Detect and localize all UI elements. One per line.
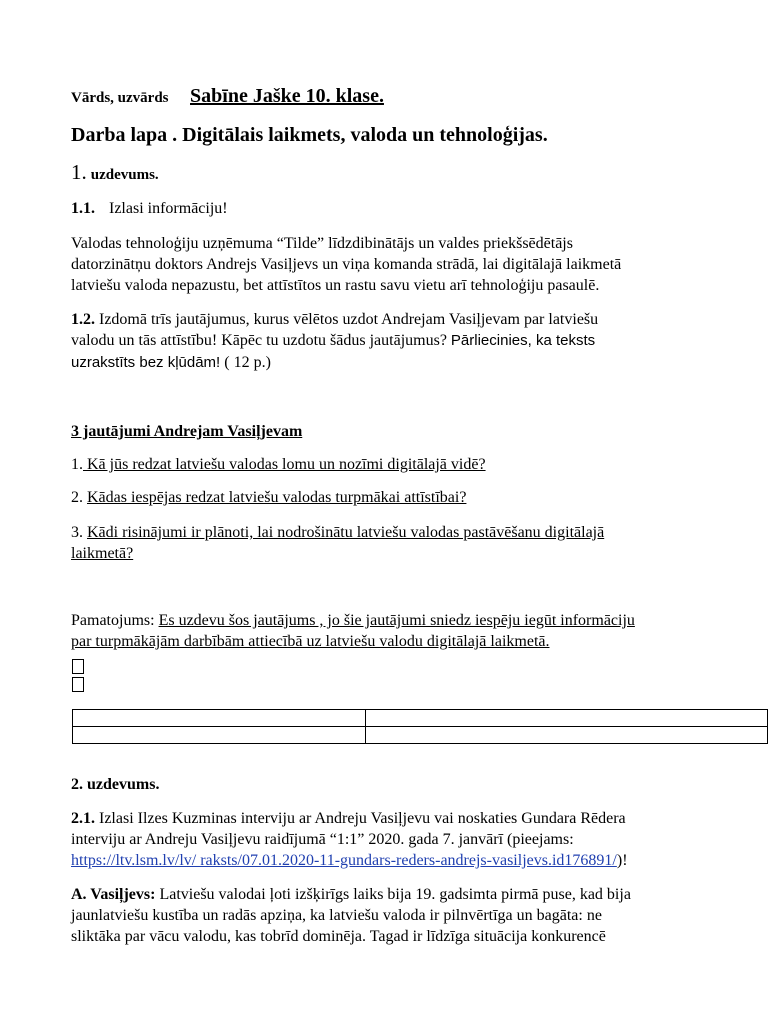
question-2-text: Kādas iespējas redzat latviešu valodas turpmākai attīstībai?	[87, 489, 467, 506]
section-1-2-line-3	[71, 353, 271, 373]
section-1-2-text-1: Izdomā trīs jautājumus, kurus vēlētos uzdot Andrejam Vasiļjevam par latviešu	[99, 311, 599, 328]
table-row	[73, 710, 768, 727]
justification-label: Pamatojums:	[71, 612, 159, 629]
quote-line-1	[71, 885, 631, 905]
section-1-2-line-2	[71, 331, 595, 351]
questions-heading: 3 jautājumi Andrejam Vasiļjevam	[71, 423, 303, 440]
question-3-text-1: Kādi risinājumi ir plānoti, lai nodrošinātu latviešu valodas pastāvēšanu digitālajā	[87, 524, 605, 541]
table-cell[interactable]	[366, 710, 768, 727]
section-1-2-text-3a: uzrakstīts bez kļūdām!	[71, 354, 221, 371]
table-cell[interactable]	[73, 727, 366, 744]
task1-label: uzdevums.	[90, 167, 159, 183]
checkbox-2[interactable]	[72, 677, 84, 692]
task2-heading: 2. uzdevums.	[71, 776, 160, 793]
name-line	[71, 86, 384, 108]
section-1-1-text: Izlasi informāciju!	[109, 200, 228, 217]
question-1-number: 1.	[71, 456, 83, 473]
question-2	[71, 488, 466, 508]
page-title: Darba lapa . Digitālais laikmets, valoda un tehnoloģijas.	[71, 124, 548, 146]
quote-line-2: jaunlatviešu kustība un radās apziņa, ka latviešu valoda ir pilnvērtīga un bagāta: ne	[71, 907, 602, 924]
section-1-2-line-1	[71, 310, 598, 330]
section-2-1-number: 2.1.	[71, 810, 95, 827]
quote-text-1: Latviešu valodai ļoti izšķirīgs laiks bija 19. gadsimta pirmā puse, kad bija	[155, 886, 631, 903]
intro-paragraph-line-1: Valodas tehnoloģiju uzņēmuma “Tilde” līdzdibinātājs un valdes priekšsēdētājs	[71, 235, 573, 252]
justification-line-2: par turpmākājām darbībām attiecībā uz latviešu valodu digitālajā laikmetā.	[71, 633, 550, 650]
section-1-1	[71, 199, 228, 219]
task1-number: 1.	[71, 160, 87, 184]
interview-link[interactable]: https://ltv.lsm.lv/lv/ raksts/07.01.2020-11-gundars-reders-andrejs-vasiljevs.id176891/	[71, 852, 617, 869]
section-1-2-text-2a: valodu un tās attīstību! Kāpēc tu uzdotu šādus jautājumus?	[71, 332, 451, 349]
table-row	[73, 727, 768, 744]
section-1-2-number: 1.2.	[71, 311, 95, 328]
task1-heading	[71, 162, 159, 185]
quote-speaker: A. Vasiļjevs:	[71, 886, 156, 903]
justification-line-1	[71, 611, 635, 631]
intro-paragraph-line-3: latviešu valoda nepazustu, bet attīstītos un rastu savu vietu arī tehnoloģiju pasaulē.	[71, 277, 600, 294]
question-2-number: 2.	[71, 489, 87, 506]
section-1-1-number: 1.1.	[71, 200, 95, 217]
section-2-1-text-1: Izlasi Ilzes Kuzminas interviju ar Andreju Vasiļjevu vai noskaties Gundara Rēdera	[95, 810, 626, 827]
intro-paragraph-line-2: datorzinātņu doktors Andrejs Vasiļjevs un viņa komanda strādā, lai digitālajā laikmetā	[71, 256, 622, 273]
question-3-number: 3.	[71, 524, 87, 541]
section-1-2-text-2b: Pārliecinies, ka teksts	[450, 332, 596, 349]
section-1-2-points: ( 12 p.)	[220, 354, 271, 371]
checkbox-1[interactable]	[72, 659, 84, 674]
section-2-1-line-2: interviju ar Andreju Vasiļjevu raidījumā “1:1” 2020. gada 7. janvārī (pieejams:	[71, 831, 574, 848]
question-3-line-2: laikmetā?	[71, 545, 134, 562]
quote-line-3: sliktāka par vācu valodu, kas tobrīd dominēja. Tagad ir līdzīga situācija konkurencē	[71, 928, 606, 945]
justification-text-1: Es uzdevu šos jautājums , jo šie jautājumi sniedz iespēju iegūt informāciju	[158, 612, 635, 629]
link-suffix: )!	[616, 852, 628, 869]
table-cell[interactable]	[73, 710, 366, 727]
table-cell[interactable]	[366, 727, 768, 744]
section-2-1-line-1	[71, 809, 626, 829]
name-value: Sabīne Jaške 10. klase.	[190, 85, 384, 107]
question-3-line-1	[71, 523, 604, 543]
empty-table	[72, 709, 768, 744]
name-label: Vārds, uzvārds	[71, 90, 169, 106]
question-1	[71, 455, 486, 475]
section-2-1-line-3	[71, 851, 628, 871]
question-1-text: Kā jūs redzat latviešu valodas lomu un nozīmi digitālajā vidē?	[83, 456, 486, 473]
